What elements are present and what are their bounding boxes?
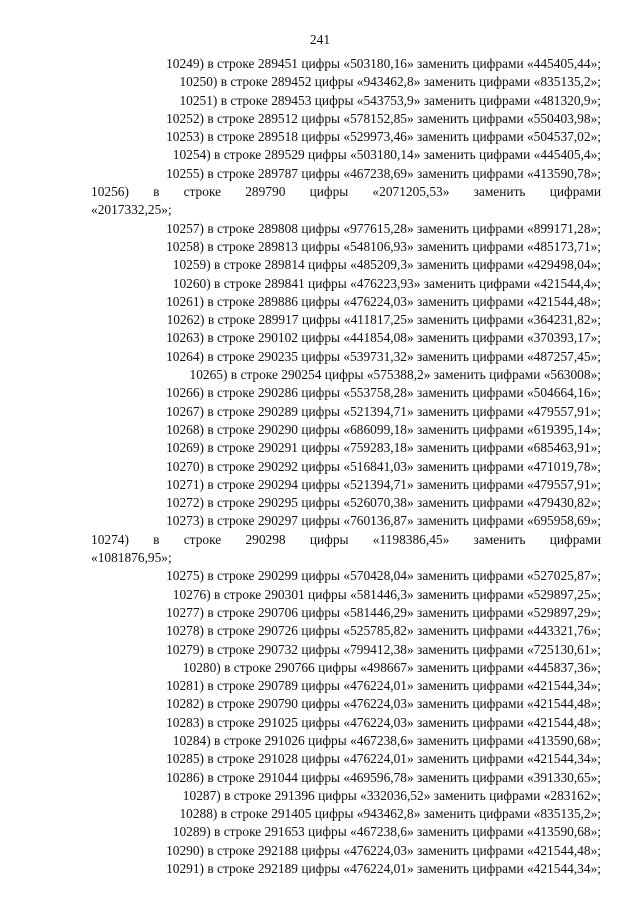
amendment-line: 10261) в строке 289886 цифры «476224,03» заменить цифрами «421544,48»;: [166, 293, 601, 309]
amendment-line: 10284) в строке 291026 цифры «467238,6» заменить цифрами «413590,68»;: [172, 732, 601, 748]
amendment-line: 10252) в строке 289512 цифры «578152,85» заменить цифрами «550403,98»;: [166, 110, 601, 126]
amendment-line: 10249) в строке 289451 цифры «503180,16» заменить цифрами «445405,44»;: [166, 56, 601, 71]
amendment-line: 10250) в строке 289452 цифры «943462,8» заменить цифрами «835135,2»;: [179, 74, 601, 90]
amendment-line: 10289) в строке 291653 цифры «467238,6» заменить цифрами «413590,68»;: [172, 824, 601, 840]
amendment-line-continuation: «2017332,25»;: [91, 202, 172, 218]
amendment-line: 10291) в строке 292189 цифры «476224,01» заменить цифрами «421544,34»;: [166, 861, 601, 877]
amendment-line: 10266) в строке 290286 цифры «553758,28» заменить цифрами «504664,16»;: [166, 385, 601, 401]
amendment-line: 10281) в строке 290789 цифры «476224,01» заменить цифрами «421544,34»;: [166, 678, 601, 694]
amendment-line: 10263) в строке 290102 цифры «441854,08» заменить цифрами «370393,17»;: [166, 330, 601, 346]
amendment-line: 10255) в строке 289787 цифры «467238,69» заменить цифрами «413590,78»;: [166, 165, 601, 181]
amendment-line: 10274) в строке 290298 цифры «1198386,45» заменить цифрами: [91, 531, 601, 547]
amendment-line-continuation: «1081876,95»;: [91, 550, 172, 566]
amendment-line: 10286) в строке 291044 цифры «469596,78» заменить цифрами «391330,65»;: [166, 769, 601, 785]
amendment-line: 10288) в строке 291405 цифры «943462,8» заменить цифрами «835135,2»;: [179, 806, 601, 822]
amendment-line: 10264) в строке 290235 цифры «539731,32» заменить цифрами «487257,45»;: [166, 348, 601, 364]
amendment-line: 10262) в строке 289917 цифры «411817,25» заменить цифрами «364231,82»;: [166, 312, 601, 328]
amendment-line: 10259) в строке 289814 цифры «485209,3» заменить цифрами «429498,04»;: [172, 257, 601, 273]
amendment-line: 10277) в строке 290706 цифры «581446,29» заменить цифрами «529897,29»;: [166, 604, 601, 620]
amendment-line: 10254) в строке 289529 цифры «503180,14» заменить цифрами «445405,4»;: [172, 147, 601, 163]
amendment-line: 10253) в строке 289518 цифры «529973,46» заменить цифрами «504537,02»;: [166, 129, 601, 145]
amendment-line: 10276) в строке 290301 цифры «581446,3» заменить цифрами «529897,25»;: [172, 586, 601, 602]
page-number: 241: [309, 32, 331, 47]
amendment-line: 10269) в строке 290291 цифры «759283,18» заменить цифрами «685463,91»;: [166, 440, 601, 456]
amendment-line: 10275) в строке 290299 цифры «570428,04» заменить цифрами «527025,87»;: [166, 568, 601, 584]
amendment-line: 10268) в строке 290290 цифры «686099,18» заменить цифрами «619395,14»;: [166, 421, 601, 437]
amendment-line: 10258) в строке 289813 цифры «548106,93» заменить цифрами «485173,71»;: [166, 238, 601, 254]
amendment-line: 10287) в строке 291396 цифры «332036,52» заменить цифрами «283162»;: [182, 787, 601, 803]
amendment-line: 10265) в строке 290254 цифры «575388,2» заменить цифрами «563008»;: [189, 367, 601, 383]
amendment-line: 10280) в строке 290766 цифры «498667» заменить цифрами «445837,36»;: [182, 659, 601, 675]
amendment-line: 10282) в строке 290790 цифры «476224,03» заменить цифрами «421544,48»;: [166, 696, 601, 712]
amendment-line: 10270) в строке 290292 цифры «516841,03» заменить цифрами «471019,78»;: [166, 458, 601, 474]
amendment-line: 10285) в строке 291028 цифры «476224,01» заменить цифрами «421544,34»;: [166, 751, 601, 767]
amendment-line: 10257) в строке 289808 цифры «977615,28» заменить цифрами «899171,28»;: [166, 220, 601, 236]
amendment-list: [91, 55, 601, 878]
amendment-line: 10272) в строке 290295 цифры «526070,38» заменить цифрами «479430,82»;: [166, 495, 601, 511]
amendment-line: 10271) в строке 290294 цифры «521394,71» заменить цифрами «479557,91»;: [166, 476, 601, 492]
amendment-line: 10278) в строке 290726 цифры «525785,82» заменить цифрами «443321,76»;: [166, 623, 601, 639]
amendment-line: 10256) в строке 289790 цифры «2071205,53» заменить цифрами: [91, 184, 601, 200]
amendment-line: 10283) в строке 291025 цифры «476224,03» заменить цифрами «421544,48»;: [166, 714, 601, 730]
amendment-line: 10267) в строке 290289 цифры «521394,71» заменить цифрами «479557,91»;: [166, 403, 601, 419]
amendment-line: 10273) в строке 290297 цифры «760136,87» заменить цифрами «695958,69»;: [166, 513, 601, 529]
amendment-line: 10251) в строке 289453 цифры «543753,9» заменить цифрами «481320,9»;: [179, 92, 601, 108]
amendment-line: 10260) в строке 289841 цифры «476223,93» заменить цифрами «421544,4»;: [172, 275, 601, 291]
amendment-line: 10290) в строке 292188 цифры «476224,03» заменить цифрами «421544,48»;: [166, 842, 601, 858]
amendment-line: 10279) в строке 290732 цифры «799412,38» заменить цифрами «725130,61»;: [166, 641, 601, 657]
